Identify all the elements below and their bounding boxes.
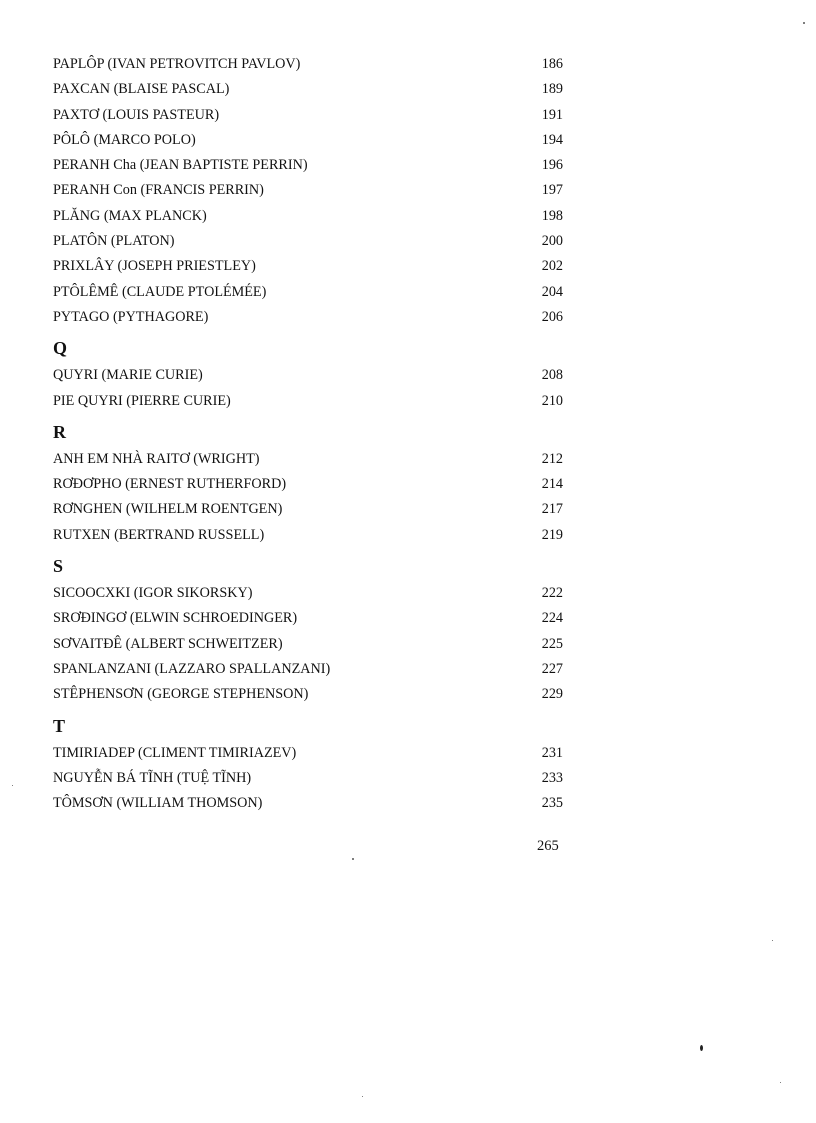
toc-entry-page-number: 200	[541, 233, 563, 250]
toc-entry-page-number: 214	[541, 476, 563, 493]
toc-entry	[53, 447, 563, 472]
scan-speck	[352, 858, 354, 860]
toc-entry	[53, 103, 563, 128]
toc-entry-title: PLĂNG (MAX PLANCK)	[53, 207, 207, 224]
toc-entry-page-number: 191	[541, 106, 563, 123]
toc-entry-page-number: 194	[541, 131, 563, 148]
toc-entry	[53, 204, 563, 229]
toc-entry-title: PRIXLÂY (JOSEPH PRIESTLEY)	[53, 258, 256, 275]
toc-entry	[53, 280, 563, 305]
toc-entry-page-number: 204	[541, 283, 563, 300]
toc-entry-title: PERANH Cha (JEAN BAPTISTE PERRIN)	[53, 157, 308, 174]
section-letter-heading: T	[53, 715, 66, 736]
toc-entry	[53, 363, 563, 388]
toc-entry	[53, 305, 563, 330]
toc-entry-page-number: 212	[541, 450, 563, 467]
toc-entry-title: RƠĐƠPHO (ERNEST RUTHERFORD)	[53, 476, 287, 493]
toc-entry	[53, 523, 563, 548]
toc-entry-title: PIE QUYRI (PIERRE CURIE)	[53, 392, 231, 409]
toc-entry-page-number: 210	[541, 392, 563, 409]
table-of-contents	[53, 52, 563, 816]
scan-speck	[700, 1045, 703, 1051]
toc-entry-title: NGUYỄN BÁ TĨNH (TUỆ TĨNH)	[53, 769, 252, 786]
toc-entry-page-number: 202	[541, 258, 563, 275]
toc-entry-page-number: 206	[541, 308, 563, 325]
toc-entry-title: RUTXEN (BERTRAND RUSSELL)	[53, 526, 265, 543]
section-letter-heading: Q	[53, 338, 68, 359]
toc-entry-page-number: 219	[541, 526, 563, 543]
toc-entry-page-number: 233	[541, 769, 563, 786]
toc-entry-title: PTÔLÊMÊ (CLAUDE PTOLÉMÉE)	[53, 283, 267, 300]
toc-entry	[53, 389, 563, 414]
toc-entry-title: PAXTƠ (LOUIS PASTEUR)	[53, 106, 220, 123]
toc-entry	[53, 254, 563, 279]
scan-speck	[772, 940, 773, 941]
toc-entry-title: PAPLÔP (IVAN PETROVITCH PAVLOV)	[53, 56, 301, 72]
toc-entry	[53, 497, 563, 522]
toc-entry-page-number: 231	[541, 744, 563, 761]
toc-entry	[53, 741, 563, 766]
toc-entry-page-number: 224	[541, 610, 563, 627]
toc-entry	[53, 52, 563, 77]
toc-entry	[53, 472, 563, 497]
toc-entry-title: PYTAGO (PYTHAGORE)	[53, 308, 209, 325]
scan-speck	[12, 785, 13, 786]
toc-entry-title: STÊPHENSƠN (GEORGE STEPHENSON)	[53, 686, 309, 703]
toc-entry-title: SICOOCXKI (IGOR SIKORSKY)	[53, 585, 253, 602]
section-letter-heading: R	[53, 421, 66, 442]
toc-entry-page-number: 186	[541, 56, 563, 72]
toc-entry-title: SPANLANZANI (LAZZARO SPALLANZANI)	[53, 660, 331, 677]
toc-entry-page-number: 225	[541, 635, 563, 652]
toc-entry-title: TÔMSƠN (WILLIAM THOMSON)	[53, 795, 263, 812]
toc-entry	[53, 77, 563, 102]
scan-speck	[362, 1096, 363, 1097]
toc-entry-page-number: 235	[541, 795, 563, 812]
toc-entry-page-number: 208	[541, 367, 563, 384]
toc-entry	[53, 606, 563, 631]
toc-entry-page-number: 196	[541, 157, 563, 174]
toc-entry-page-number: 189	[541, 81, 563, 98]
toc-entry-title: PLATÔN (PLATON)	[53, 233, 175, 250]
scan-speck	[780, 1082, 781, 1083]
toc-entry	[53, 682, 563, 707]
toc-entry-title: RƠNGHEN (WILHELM ROENTGEN)	[53, 501, 283, 518]
page-number: 265	[537, 838, 559, 854]
toc-entry-title: SRƠĐINGƠ (ELWIN SCHROEDINGER)	[53, 610, 298, 627]
toc-entry-page-number: 198	[541, 207, 563, 224]
toc-entry	[53, 128, 563, 153]
toc-entry	[53, 657, 563, 682]
toc-entry	[53, 632, 563, 657]
toc-entry	[53, 178, 563, 203]
toc-entry	[53, 791, 563, 816]
toc-entry-page-number: 217	[541, 501, 563, 518]
toc-entry-title: PERANH Con (FRANCIS PERRIN)	[53, 182, 264, 199]
toc-entry-title: SƠVAITĐÊ (ALBERT SCHWEITZER)	[53, 635, 283, 652]
toc-entry	[53, 229, 563, 254]
toc-entry-title: QUYRI (MARIE CURIE)	[53, 367, 203, 384]
toc-entry-title: ANH EM NHÀ RAITƠ (WRIGHT)	[53, 450, 260, 467]
scan-speck	[803, 22, 805, 24]
toc-entry-page-number: 197	[541, 182, 563, 199]
toc-entry-title: PAXCAN (BLAISE PASCAL)	[53, 81, 230, 98]
toc-entry-title: TIMIRIADEP (CLIMENT TIMIRIAZEV)	[53, 744, 297, 761]
toc-entry	[53, 766, 563, 791]
toc-entry-page-number: 227	[541, 660, 563, 677]
toc-entry-page-number: 222	[541, 585, 563, 602]
section-letter-heading: S	[53, 556, 64, 577]
toc-entry	[53, 153, 563, 178]
toc-entry	[53, 581, 563, 606]
toc-entry-title: PÔLÔ (MARCO POLO)	[53, 131, 196, 148]
toc-entry-page-number: 229	[541, 686, 563, 703]
